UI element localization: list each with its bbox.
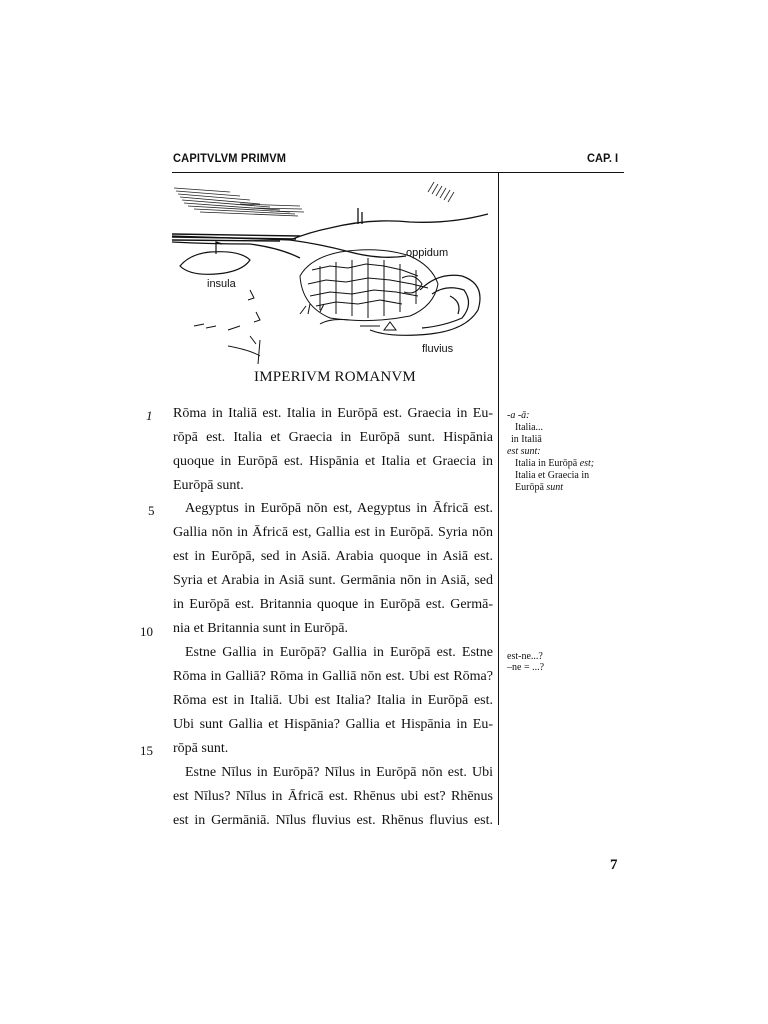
line-number-10: 10: [140, 624, 153, 639]
text-line-14: Ubi sunt Gallia et Hispānia? Gallia et Hispānia in Eu-: [173, 717, 493, 732]
margin-gloss-line: Italia et Graecia in: [515, 470, 590, 481]
line-number-5: 5: [148, 503, 155, 518]
text-line-13: Rōma est in Italiā. Ubi est Italia? Italia in Eurōpā est.: [173, 693, 493, 708]
text-line-17: est Nīlus? Nīlus in Āfricā est. Rhēnus ubi est? Rhēnus: [173, 789, 493, 804]
margin-gloss-line: –ne = ...?: [507, 662, 545, 673]
foreground-marks: [194, 290, 396, 364]
text-line-9: in Eurōpā est. Britannia quoque in Eurōpā est. Germā-: [173, 597, 493, 612]
text-line-2: rōpā est. Italia et Graecia in Eurōpā sunt. Hispānia: [173, 430, 493, 445]
map-illustration: [170, 180, 500, 366]
page-number: 7: [610, 857, 618, 873]
text-line-15: rōpā sunt.: [173, 741, 229, 756]
text-line-11: Estne Gallia in Eurōpā? Gallia in Eurōpā est. Estne: [185, 645, 493, 660]
text-line-7: est in Eurōpā, sed in Asiā. Arabia quoque in Asiā est.: [173, 549, 493, 564]
margin-gloss-line: -a -ā:: [507, 410, 530, 421]
text-line-6: Gallia nōn in Āfricā est, Gallia est in Eurōpā. Syria nōn: [173, 525, 493, 540]
text-line-18: est in Germāniā. Nīlus fluvius est. Rhēnus fluvius est.: [173, 813, 493, 828]
label-fluvius: fluvius: [422, 343, 454, 355]
text-line-8: Syria et Arabia in Asiā sunt. Germānia nōn in Asiā, sed: [173, 573, 493, 588]
text-line-4: Eurōpā sunt.: [173, 478, 244, 493]
text-line-1: Rōma in Italiā est. Italia in Eurōpā est. Graecia in Eu-: [173, 406, 493, 421]
margin-gloss-line: in Italiā: [511, 434, 542, 445]
line-number-1: 1: [146, 408, 153, 423]
margin-gloss-line: Eurōpā sunt: [515, 482, 564, 493]
margin-gloss-line: Italia in Eurōpā est;: [515, 458, 595, 469]
sky-hatching: [174, 182, 454, 216]
reading-title: IMPERIVM ROMANVM: [254, 369, 416, 385]
text-line-16: Estne Nīlus in Eurōpā? Nīlus in Eurōpā nōn est. Ubi: [185, 765, 493, 780]
header-rule: [172, 172, 624, 173]
text-line-12: Rōma in Galliā? Rōma in Galliā nōn est. Ubi est Rōma?: [173, 669, 493, 684]
text-line-5: Aegyptus in Eurōpā nōn est, Aegyptus in Āfricā est.: [185, 501, 493, 516]
text-line-10: nia et Britannia sunt in Eurōpā.: [173, 621, 348, 636]
chapter-number: CAP. I: [587, 151, 619, 165]
text-line-3: quoque in Eurōpā est. Hispānia et Italia et Graecia in: [173, 454, 493, 469]
label-oppidum: oppidum: [406, 247, 449, 259]
line-number-15: 15: [140, 743, 153, 758]
margin-gloss-line: est-ne...?: [507, 651, 543, 662]
label-insula: insula: [207, 278, 236, 290]
margin-gloss-line: est sunt:: [507, 446, 541, 457]
margin-gloss-line: Italia...: [515, 422, 544, 433]
island: [180, 242, 250, 274]
chapter-heading: CAPITVLVM PRIMVM: [173, 151, 287, 165]
